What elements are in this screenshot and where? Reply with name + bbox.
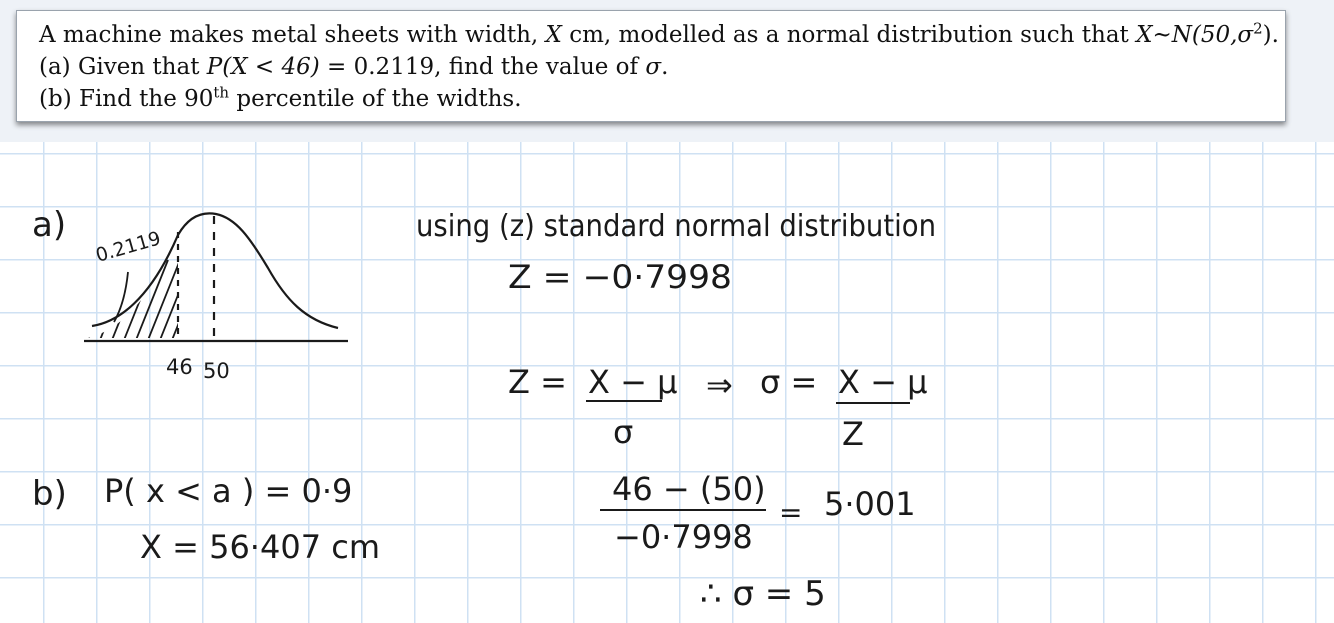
- question-line-2: (a) Given that P(X < 46) = 0.2119, find the value of σ.: [39, 54, 669, 80]
- part-b-probability: P( x < a ) = 0·9: [104, 472, 353, 510]
- sigma-formula-lhs: σ =: [760, 363, 818, 401]
- calc-equals: =: [779, 496, 803, 529]
- question-line-3: (b) Find the 90th percentile of the widths.: [39, 83, 522, 112]
- z-formula-numerator: X − μ: [588, 363, 678, 401]
- question-line-1: A machine makes metal sheets with width, X cm, modelled as a normal distribution such that $X\sim N(50,\sigma^2)$.: [39, 19, 1279, 48]
- part-a-label: a): [32, 205, 67, 245]
- calc-numerator: 46 − (50): [612, 470, 766, 508]
- part-b-answer: X = 56·407 cm: [140, 528, 380, 566]
- normal-curve-sketch: [80, 213, 348, 360]
- shaded-left-tail: [80, 260, 204, 360]
- calc-denominator: −0·7998: [614, 518, 753, 556]
- implies-arrow: ⇒: [706, 366, 733, 404]
- sigma-formula-denominator: Z: [842, 415, 864, 453]
- sigma-conclusion: ∴ σ = 5: [700, 574, 826, 614]
- z-formula-denominator: σ: [613, 413, 634, 451]
- axis-label-46: 46: [166, 355, 193, 379]
- method-note: using (z) standard normal distribution: [416, 209, 936, 244]
- axis-label-50: 50: [203, 359, 230, 383]
- z-formula-lhs: Z =: [508, 363, 567, 401]
- sigma-formula-numerator: X − μ: [838, 363, 928, 401]
- calc-result: 5·001: [824, 485, 916, 523]
- z-value: Z = −0·7998: [508, 258, 732, 296]
- shaded-prob-label: 0.2119: [93, 227, 164, 267]
- part-b-label: b): [32, 474, 67, 514]
